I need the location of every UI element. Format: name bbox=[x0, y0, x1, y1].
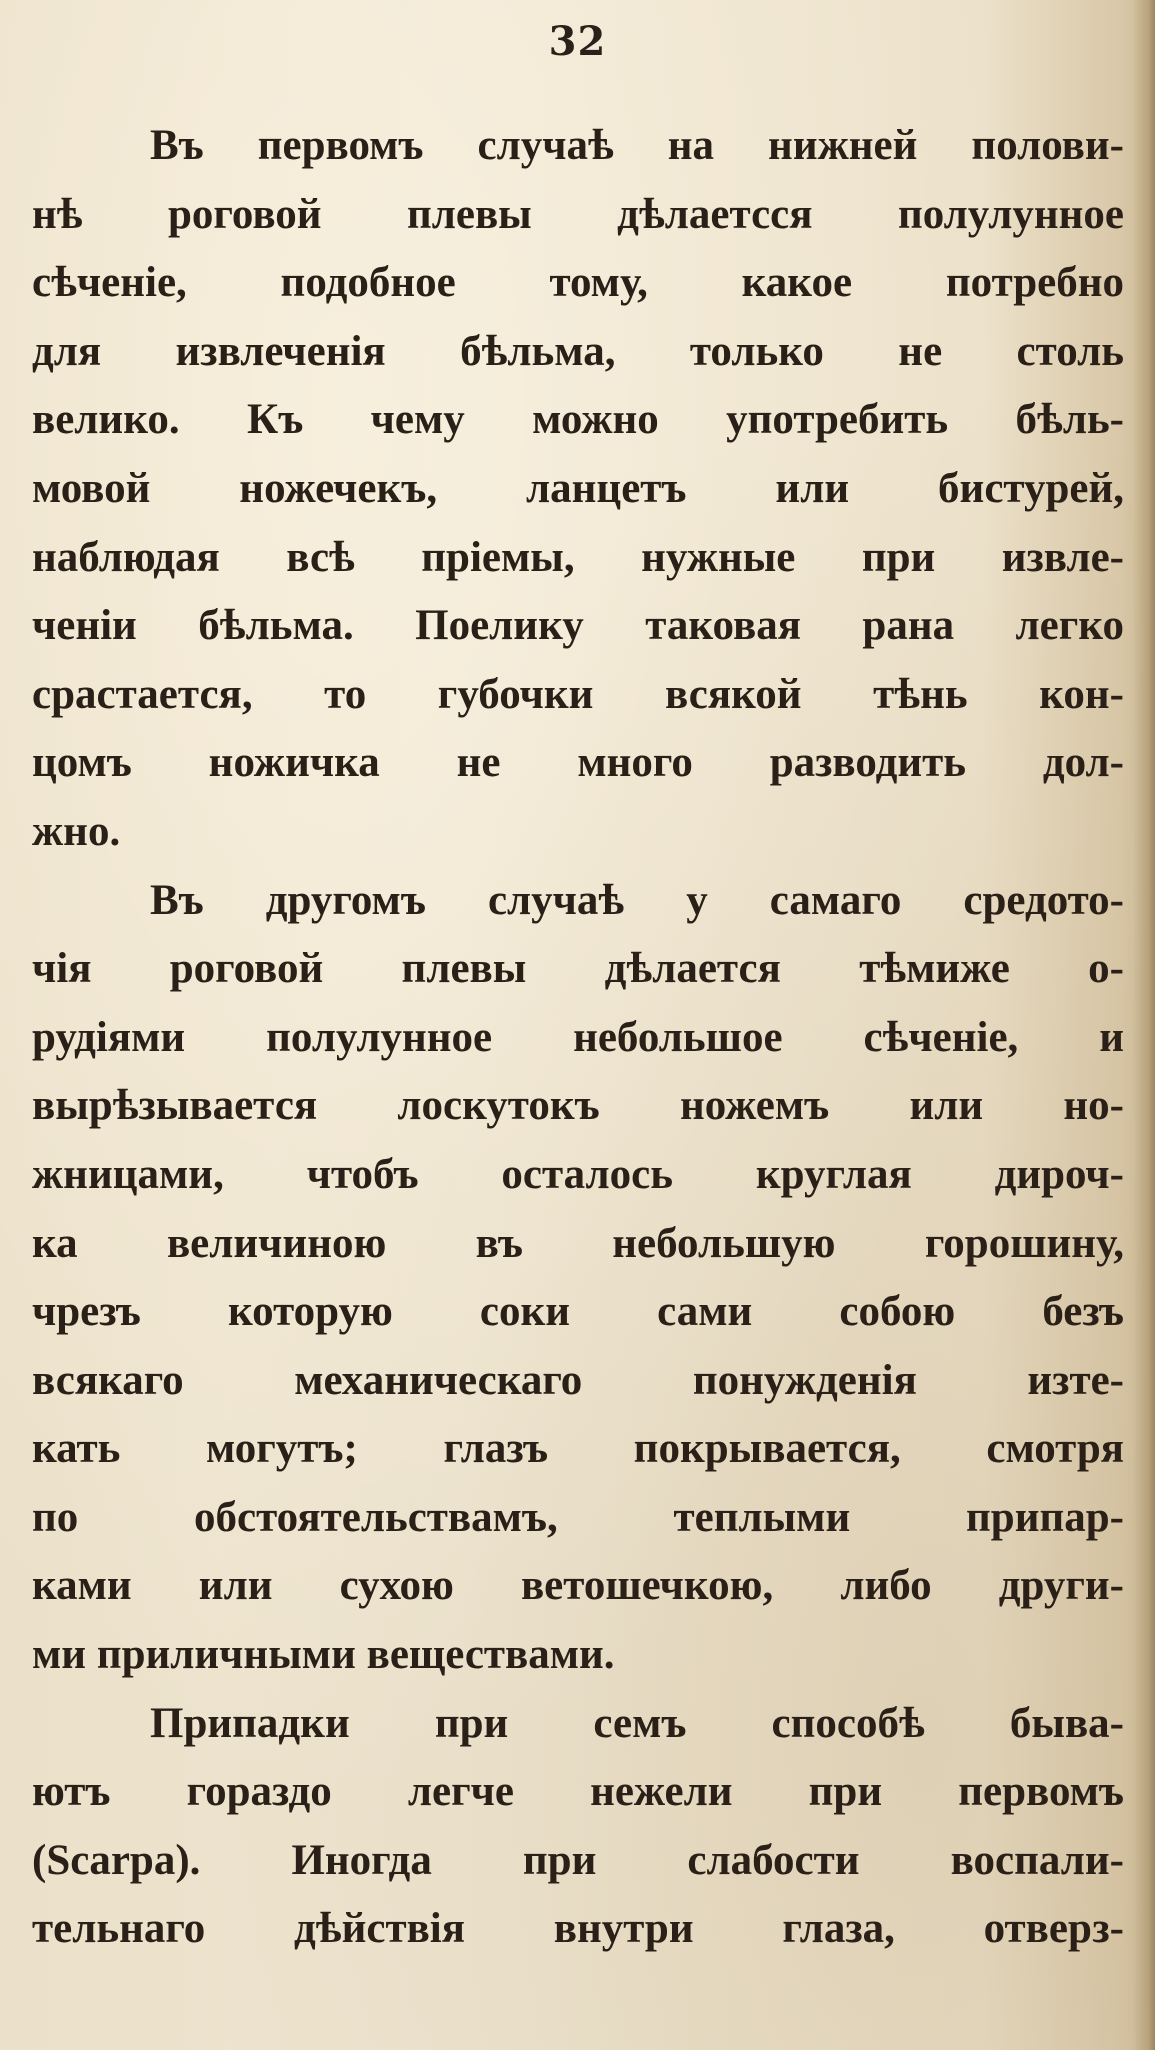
text-line: ми приличными веществами. bbox=[32, 1631, 615, 1679]
text-line: Въ первомъ случаѣ на нижней полови- bbox=[150, 122, 1124, 169]
paragraph-3 bbox=[32, 1690, 1124, 1964]
text-line: мовой ножечекъ, ланцетъ или бистурей, bbox=[32, 464, 1124, 512]
text-line: жницами, чтобъ осталось круглая дироч- bbox=[32, 1150, 1124, 1198]
text-line: вырѣзывается лоскутокъ ножемъ или но- bbox=[32, 1082, 1124, 1130]
text-line: ка величиною въ небольшую горошину, bbox=[32, 1219, 1124, 1267]
text-line: по обстоятельствамъ, теплыми припар- bbox=[32, 1493, 1124, 1541]
text-line: срастается, то губочки всякой тѣнь кон- bbox=[32, 670, 1124, 718]
text-line: ками или сухою ветошечкою, либо други- bbox=[32, 1562, 1124, 1610]
text-line: для извлеченія бѣльма, только не столь bbox=[32, 327, 1124, 375]
text-line: ченіи бѣльма. Поелику таковая рана легко bbox=[32, 602, 1124, 650]
text-line: наблюдая всѣ пріемы, нужные при извле- bbox=[32, 533, 1124, 581]
text-line: (Scarpa). Иногда при слабости воспали- bbox=[32, 1836, 1124, 1884]
text-line: велико. Къ чему можно употребить бѣль- bbox=[32, 396, 1124, 444]
text-line: нѣ роговой плевы дѣлаетсся полулунное bbox=[32, 190, 1124, 238]
page-text bbox=[32, 112, 1124, 1964]
text-line: кать могутъ; глазъ покрывается, смотря bbox=[32, 1425, 1124, 1473]
text-line: тельнаго дѣйствія внутри глаза, отверз- bbox=[32, 1905, 1124, 1953]
text-line: жно. bbox=[32, 807, 121, 855]
page-number: 32 bbox=[548, 18, 607, 65]
text-line: рудіями полулунное небольшое сѣченіе, и bbox=[32, 1013, 1124, 1061]
text-line: Припадки при семъ способѣ быва- bbox=[150, 1699, 1124, 1747]
paragraph-2 bbox=[32, 867, 1124, 1690]
text-line: Въ другомъ случаѣ у самаго средото- bbox=[150, 876, 1124, 924]
text-line: чія роговой плевы дѣлается тѣмиже о- bbox=[32, 945, 1124, 993]
text-line: цомъ ножичка не много разводить дол- bbox=[32, 739, 1124, 787]
page-edge-shadow bbox=[1133, 0, 1155, 2050]
paragraph-1 bbox=[32, 112, 1124, 867]
text-line: сѣченіе, подобное тому, какое потребно bbox=[32, 259, 1124, 307]
text-line: чрезъ которую соки сами собою безъ bbox=[32, 1288, 1124, 1336]
text-line: ютъ гораздо легче нежели при первомъ bbox=[32, 1768, 1124, 1816]
text-line: всякаго механическаго понужденія изте- bbox=[32, 1356, 1124, 1404]
